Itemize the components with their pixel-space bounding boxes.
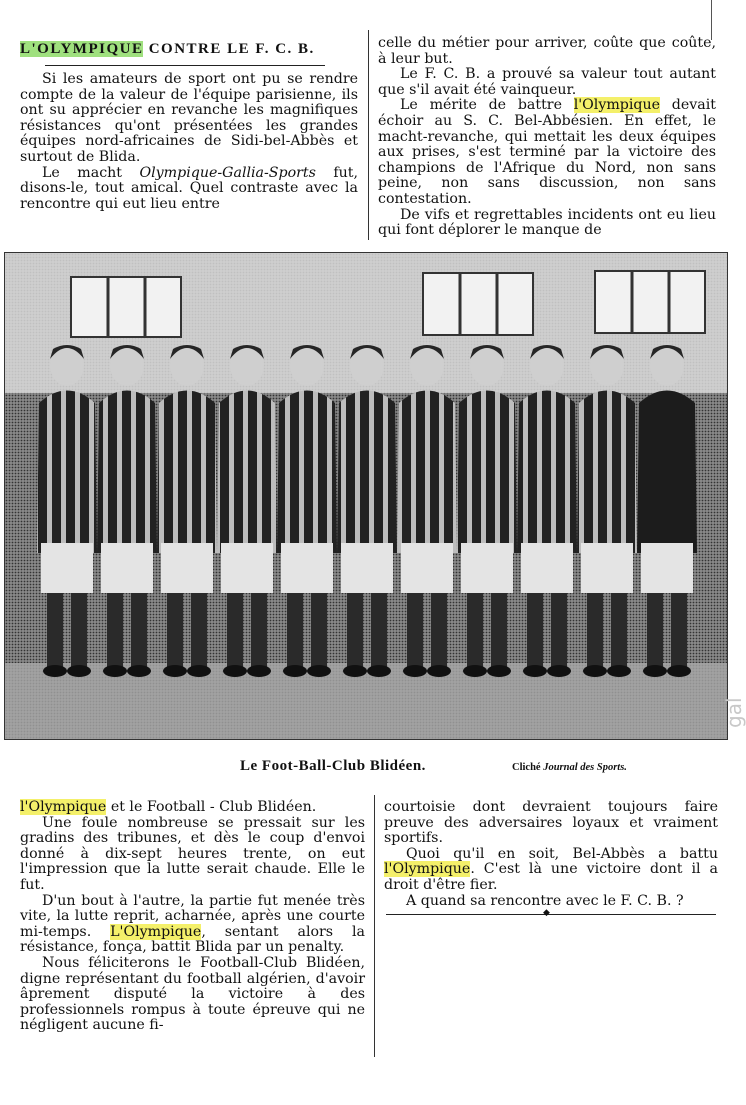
lower-right-column	[384, 800, 718, 909]
paragraph: De vifs et regrettables incidents ont eu lieu qui font déplorer le manque de	[378, 206, 716, 239]
paragraph: Le F. C. B. a prouvé sa valeur tout autant que s'il avait été vainqueur.	[378, 66, 716, 98]
title-underline	[45, 65, 325, 66]
highlighted-term: l'Olympique	[573, 97, 661, 114]
paragraph: Nous féliciterons le Football-Club Blidéen, digne représentant du football algérien, d'avoir âprement disputé la victoire à des professionnels rompus à toute épreuve qui ne négligent aucune fi-	[20, 954, 365, 1034]
title-highlight: L'OLYMPIQUE	[20, 41, 144, 57]
column-divider	[368, 30, 369, 240]
text-run: fut, disons-le, tout amical. Quel contraste avec la rencontre qui eut lieu entre	[20, 164, 358, 212]
photo-caption: Le Foot-Ball-Club Blidéen.	[240, 758, 426, 774]
text-run: Quoi qu'il en soit, Bel-Abbès a battu	[406, 845, 718, 862]
team-photo	[4, 252, 728, 740]
credit-source: Journal des Sports.	[543, 762, 627, 773]
upper-right-column	[378, 36, 716, 239]
text-run: , sentant alors la résistance, fonça, battit Blida par un penalty.	[20, 923, 365, 956]
highlighted-term: l'Olympique	[384, 861, 471, 878]
highlighted-term: L'Olympique	[110, 923, 202, 940]
paragraph: courtoisie dont devraient toujours faire preuve des adversaires loyaux et vraiment sportifs.	[384, 799, 718, 847]
paragraph	[20, 166, 358, 213]
paragraph: Une foule nombreuse se pressait sur les gradins des tribunes, et dès le coup d'envoi donné à dix-sept heures trente, on eut l'impression que la lutte serait chaude. Elle le fut.	[20, 814, 365, 893]
text-run: devait échoir au S. C. Bel-Abbésien. En effet, le macht-revanche, qui mettait les deux équipes aux prises, s'est terminé par la victoire des champions de l'Afrique du Nord, non sans peine, non sans discussion, non sans contestation.	[378, 97, 716, 207]
team-photo-drawing	[5, 253, 727, 739]
text-run: et le Football - Club Blidéen.	[106, 799, 317, 815]
upper-left-column	[20, 72, 358, 212]
highlighted-term: l'Olympique	[20, 799, 107, 815]
italic-text: Olympique-Gallia-Sports	[139, 164, 316, 181]
column-divider	[374, 795, 375, 1057]
end-ornament: ◆	[543, 908, 550, 918]
paragraph: celle du métier pour arriver, coûte que coûte, à leur but.	[378, 35, 716, 67]
end-rule	[386, 914, 716, 915]
title-rest: CONTRE LE F. C. B.	[143, 41, 315, 57]
text-run: . C'est là une victoire dont il a droit d'être fier.	[384, 861, 718, 893]
paragraph	[20, 800, 365, 816]
text-run: D'un bout à l'autre, la partie fut menée très vite, la lutte reprit, acharnée, après une courte mi-temps.	[20, 892, 365, 940]
paragraph	[384, 847, 718, 894]
paragraph	[378, 98, 716, 207]
text-run: Le macht	[42, 164, 140, 181]
credit-prefix: Cliché	[512, 762, 544, 773]
paragraph: A quand sa rencontre avec le F. C. B. ?	[406, 892, 684, 909]
photo-credit	[512, 762, 627, 773]
paragraph: Si les amateurs de sport ont pu se rendre compte de la valeur de l'équipe parisienne, ils ont su apprécier en revanche les magnifiques résistances qu'ont présentées les grandes équipes nord-africaines de Sidi-bel-Abbès et surtout de Blida.	[20, 71, 358, 165]
article-title	[20, 41, 315, 58]
top-margin-mark	[711, 0, 726, 40]
text-run: Le mérite de battre	[400, 97, 574, 114]
paragraph	[20, 894, 365, 956]
lower-left-column	[20, 800, 365, 1034]
watermark: gal	[722, 697, 746, 728]
